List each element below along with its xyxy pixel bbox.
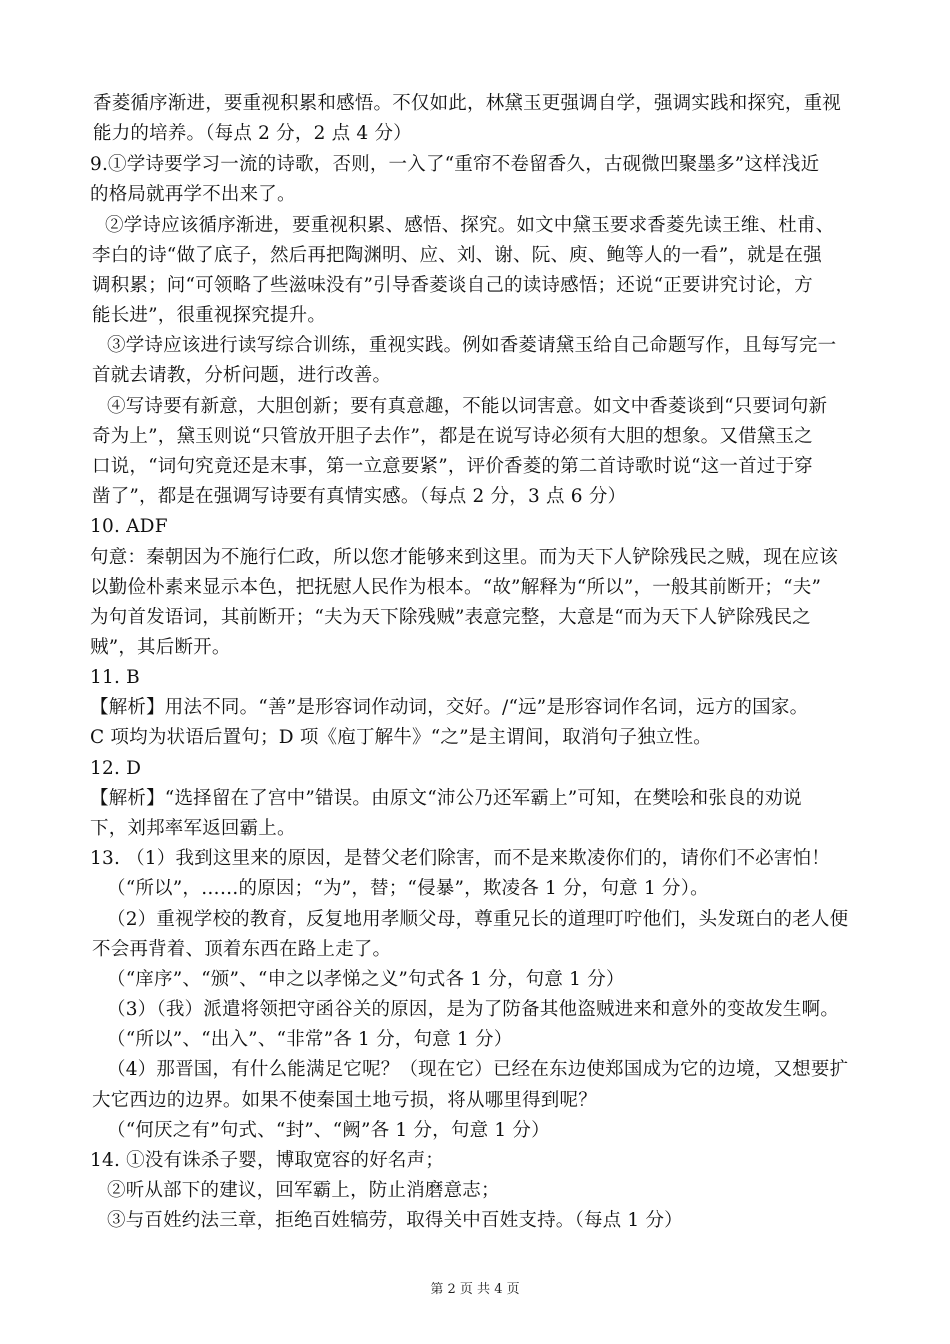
text-line: 句意：秦朝因为不施行仁政，所以您才能够来到这里。而为天下人铲除残民之贼，现在应该 — [90, 547, 839, 568]
text-line: 不会再背着、顶着东西在路上走了。 — [92, 939, 392, 960]
text-line: ④写诗要有新意，大胆创新；要有真意趣，不能以词害意。如文中香菱谈到“只要词句新 — [107, 396, 828, 417]
question-9-line: 9.①学诗要学习一流的诗歌，否则，一入了“重帘不卷留香久，古砚微凹聚墨多”这样浅近 — [90, 154, 820, 175]
text-line: （“何厌之有”句式、“封”、“阙”各 1 分，句意 1 分） — [107, 1120, 550, 1141]
text-line: （4）那晋国，有什么能满足它呢？（现在它）已经在东边使郑国成为它的边境，又想要扩 — [107, 1059, 849, 1080]
text-line: ③与百姓约法三章，拒绝百姓犒劳，取得关中百姓支持。（每点 1 分） — [107, 1210, 683, 1231]
text-line: （“所以”，……的原因；“为”，替；“侵暴”，欺凌各 1 分，句意 1 分）。 — [107, 878, 709, 899]
question-10-answer: 10. ADF — [90, 516, 168, 537]
text-line: 贼”，其后断开。 — [90, 637, 231, 658]
text-line: 【解析】用法不同。“善”是形容词作动词，交好。/“远”是形容词作名词，远方的国家。 — [90, 697, 809, 718]
text-line: 下，刘邦率军返回霸上。 — [90, 818, 296, 839]
text-line: （“庠序”、“颁”、“申之以孝悌之义”句式各 1 分，句意 1 分） — [107, 969, 625, 990]
text-line: ②学诗应该循序渐进，要重视积累、感悟、探究。如文中黛玉要求香菱先读王维、杜甫、 — [105, 215, 835, 236]
text-line: ②听从部下的建议，回军霸上，防止消磨意志； — [107, 1180, 500, 1201]
text-line: （2）重视学校的教育，反复地用孝顺父母，尊重兄长的道理叮咛他们，头发斑白的老人便 — [107, 909, 849, 930]
text-line: （“所以”、“出入”、“非常”各 1 分，句意 1 分） — [107, 1029, 513, 1050]
text-line: （3）（我）派遣将领把守函谷关的原因，是为了防备其他盗贼进来和意外的变故发生啊。 — [107, 999, 840, 1020]
text-line: 能力的培养。（每点 2 分，2 点 4 分） — [93, 123, 412, 144]
text-line: 大它西边的边界。如果不使秦国土地亏损，将从哪里得到呢？ — [92, 1090, 597, 1111]
question-13-line: 13. （1）我到这里来的原因，是替父老们除害，而不是来欺凌你们的，请你们不必害怕！ — [90, 848, 830, 869]
text-line: 以勤俭朴素来显示本色，把抚慰人民作为根本。“故”解释为“所以”，一般其前断开；“夫” — [90, 577, 822, 598]
text-line: 李白的诗“做了底子，然后再把陶渊明、应、刘、谢、阮、庾、鲍等人的一看”，就是在强 — [92, 245, 822, 266]
text-line: 调积累；问“可领略了些滋味没有”引导香菱谈自己的读诗感悟；还说“正要讲究讨论，方 — [92, 275, 813, 296]
text-line: 能长进”，很重视探究提升。 — [92, 305, 327, 326]
text-line: ③学诗应该进行读写综合训练，重视实践。例如香菱请黛玉给自己命题写作，且每写完一 — [107, 335, 837, 356]
text-line: 香菱循序渐进，要重视积累和感悟。不仅如此，林黛玉更强调自学，强调实践和探究，重视 — [93, 93, 842, 114]
text-line: 口说，“词句究竟还是末事，第一立意要紧”，评价香菱的第二首诗歌时说“这一首过于穿 — [92, 456, 813, 477]
text-line: 凿了”，都是在强调写诗要有真情实感。（每点 2 分，3 点 6 分） — [92, 486, 627, 507]
text-line: C 项均为状语后置句；D 项《庖丁解牛》“之”是主谓间，取消句子独立性。 — [90, 727, 712, 748]
text-line: 为句首发语词，其前断开；“夫为天下除残贼”表意完整，大意是“而为天下人铲除残民之 — [90, 607, 811, 628]
page-footer: 第 2 页 共 4 页 — [430, 1282, 520, 1297]
question-11-answer: 11. B — [90, 667, 140, 688]
text-line: 首就去请教，分析问题，进行改善。 — [92, 365, 392, 386]
question-14-line: 14. ①没有诛杀子婴，博取宽容的好名声； — [90, 1150, 445, 1171]
text-line: 奇为上”，黛玉则说“只管放开胆子去作”，都是在说写诗必须有大胆的想象。又借黛玉之 — [92, 426, 813, 447]
text-line: 的格局就再学不出来了。 — [90, 184, 296, 205]
text-line: 【解析】“选择留在了宫中”错误。由原文“沛公乃还军霸上”可知，在樊哙和张良的劝说 — [90, 788, 802, 809]
question-12-answer: 12. D — [90, 758, 142, 779]
